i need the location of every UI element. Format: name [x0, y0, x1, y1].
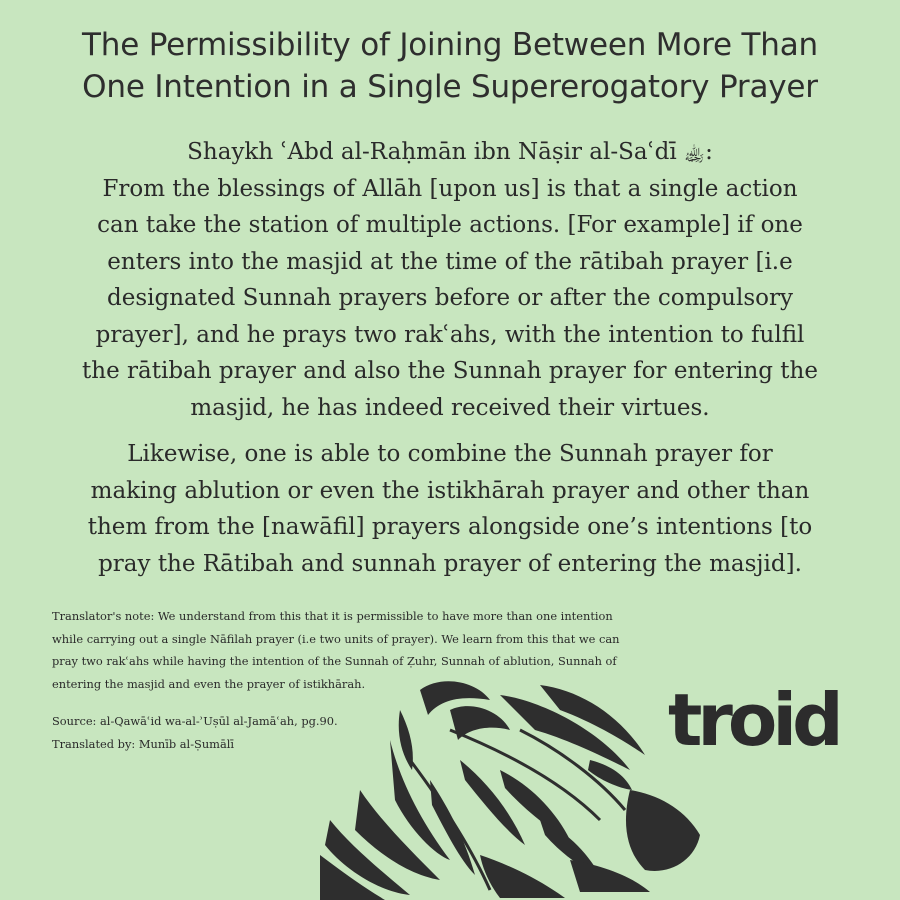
attribution: Shaykh ʿAbd al-Raḥmān ibn Nāṣir al-Saʿdī ﵀:: [187, 139, 713, 165]
prostrating-figure-illustration: [300, 670, 740, 900]
note-line: pray two rakʿahs while having the intention of the Sunnah of Ẓuhr, Sunnah of ablution, Sunnah of: [52, 654, 617, 668]
source-line: Source: al-Qawāʿid wa-al-ʾUṣūl al-Jamāʿah, pg.90.: [52, 714, 338, 728]
paragraph-1-line: prayer], and he prays two rakʿahs, with the intention to fulfil: [95, 321, 805, 348]
troid-logo: troid: [668, 678, 839, 762]
paragraph-1-line: From the blessings of Allāh [upon us] is that a single action: [102, 175, 798, 202]
paragraph-1-line: the rātibah prayer and also the Sunnah prayer for entering the: [82, 358, 818, 384]
page-title: [0, 24, 900, 108]
main-text: [20, 134, 880, 582]
note-line: while carrying out a single Nāfilah prayer (i.e two units of prayer). We learn from this that we can: [52, 631, 620, 646]
translator-line: Translated by: Munīb al-Ṣumālī: [52, 736, 235, 751]
note-line: Translator's note: We understand from this that it is permissible to have more than one intention: [52, 609, 613, 623]
paragraph-2-line: making ablution or even the istikhārah prayer and other than: [90, 477, 810, 504]
paragraph-1-line: designated Sunnah prayers before or after the compulsory: [106, 285, 793, 311]
paragraph-1-line: can take the station of multiple actions. [For example] if one: [97, 212, 803, 238]
title-line-1: The Permissibility of Joining Between More Than: [82, 27, 818, 63]
paragraph-2-line: Likewise, one is able to combine the Sunnah prayer for: [127, 441, 773, 467]
paragraph-2-line: them from the [nawāfil] prayers alongside one’s intentions [to: [87, 514, 813, 540]
note-line: entering the masjid and even the prayer of istikhārah.: [52, 676, 366, 691]
title-line-2: One Intention in a Single Supererogatory Prayer: [82, 69, 818, 105]
paragraph-2-line: pray the Rātibah and sunnah prayer of entering the masjid].: [98, 550, 802, 577]
paragraph-1-line: enters into the masjid at the time of the rātibah prayer [i.e: [107, 248, 793, 275]
paragraph-gap: [20, 426, 880, 436]
paragraph-1-line: masjid, he has indeed received their virtues.: [190, 394, 710, 421]
